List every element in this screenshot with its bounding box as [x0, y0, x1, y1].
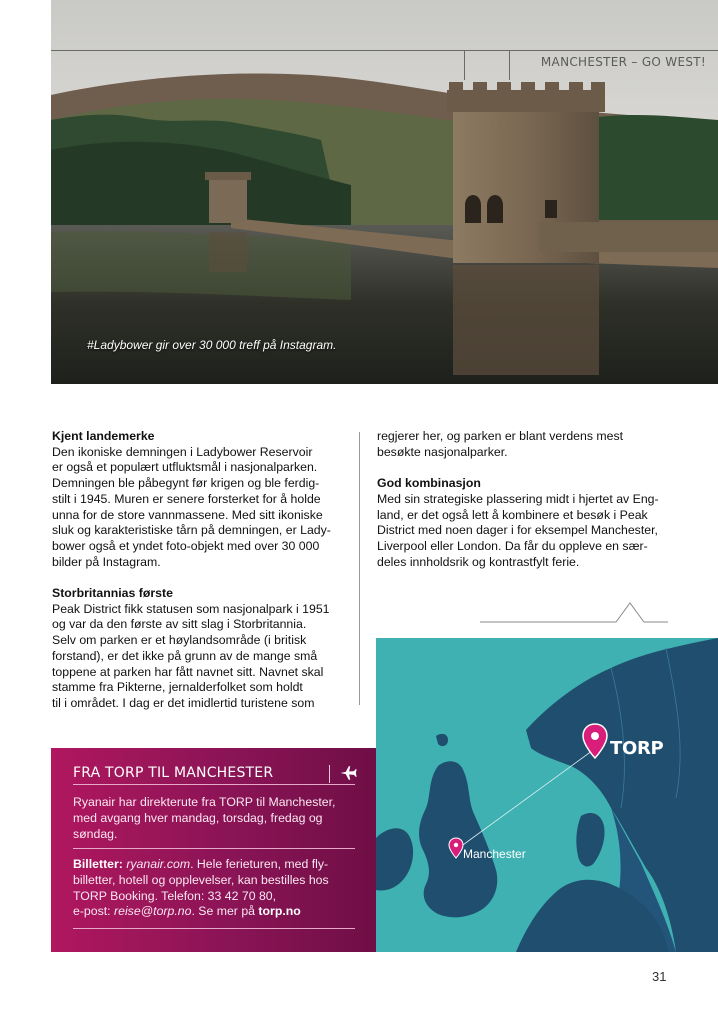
torp-label: TORP [610, 738, 664, 759]
body-line: Ryanair har direkterute fra TORP til Manchester, [73, 795, 336, 809]
article-column-right [377, 429, 672, 570]
body-line: bower også et yndet foto-objekt med over 30 000 [52, 538, 320, 553]
body-line: sluk og karakteristiske tårn på demningen, er Lady- [52, 523, 331, 538]
column-divider [359, 432, 360, 705]
info-box-title: FRA TORP TIL MANCHESTER [73, 765, 274, 781]
body-line: Den ikoniske demningen i Ladybower Reservoir [52, 444, 313, 459]
tickets-line [73, 857, 358, 873]
body-line: bilder på Instagram. [52, 554, 161, 569]
info-rule [73, 848, 355, 849]
route-description [73, 795, 358, 842]
section-headline: MANCHESTER – GO WEST! [540, 55, 706, 69]
torp-website-link[interactable]: torp.no [258, 904, 301, 919]
manchester-label: Manchester [463, 847, 526, 861]
airplane-icon [339, 764, 357, 782]
body-line: besøkte nasjonalparker. [377, 444, 508, 459]
body-line: regjerer her, og parken er blant verdens mest [377, 429, 624, 443]
body-line: deles innholdsrik og kontrastfylt ferie. [377, 554, 580, 569]
body-line: Liverpool eller London. Da får du oppleve en sær- [377, 538, 648, 553]
north-sea-map [376, 638, 718, 952]
hero-photo [51, 0, 718, 384]
header-rule [51, 50, 718, 51]
body-line: søndag. [73, 826, 118, 841]
body-line: toppene at parken har fått navnet sitt. Navnet skal [52, 664, 324, 679]
title-separator [329, 765, 330, 783]
body-line: land, er det også lett å kombinere et besøk i Peak [377, 507, 648, 522]
body-line: Peak District fikk statusen som nasjonalpark i 1951 [52, 601, 330, 616]
travel-info-box [51, 748, 377, 952]
body-line: Demningen ble påbegynt før krigen og ble ferdig- [52, 476, 320, 491]
photo-caption: #Ladybower gir over 30 000 treff på Instagram. [87, 338, 337, 352]
body-line: billetter, hotell og opplevelser, kan bestilles hos [73, 872, 329, 887]
header-rule-tick [464, 50, 465, 80]
body-line: forstand), er det ikke på grunn av de mange små [52, 648, 318, 663]
email-prefix: e-post: [73, 904, 115, 919]
booking-details [73, 857, 358, 920]
ryanair-link[interactable]: ryanair.com [126, 857, 191, 871]
body-line: er også et populært utfluktsmål i nasjonalparken. [52, 460, 318, 475]
header-rule-tick [509, 50, 510, 80]
body-text: . Se mer på [191, 904, 259, 919]
body-line: til i området. I dag er det imidlertid turistene som [52, 695, 315, 710]
body-line: Selv om parken er et høylandsområde (i britisk [52, 633, 307, 648]
body-line: stamme fra Pikterne, jernalderfolket som holdt [52, 680, 303, 695]
email-link[interactable]: reise@torp.no [114, 904, 192, 919]
body-line: med avgang hver mandag, torsdag, fredag og [73, 810, 323, 825]
subheading: Kjent landemerke [52, 429, 155, 443]
contact-line [73, 904, 358, 920]
body-line: stilt i 1945. Muren er senere forsterket for å holde [52, 491, 321, 506]
info-rule [73, 784, 355, 785]
page-number: 31 [652, 969, 667, 984]
decorative-peak-line [480, 598, 670, 624]
subheading: Storbritannias første [52, 586, 173, 601]
body-line: TORP Booking. Telefon: 33 42 70 80, [73, 888, 277, 903]
tickets-label: Billetter: [73, 857, 123, 871]
subheading: God kombinasjon [377, 476, 481, 491]
body-line: og var da den første av sitt slag i Storbritannia. [52, 617, 307, 632]
info-rule [73, 928, 355, 929]
article-column-left [52, 429, 347, 712]
body-text: . Hele ferieturen, med fly- [190, 857, 329, 871]
body-line: unna for de store vannmassene. Med sitt ikoniske [52, 507, 323, 522]
body-line: Med sin strategiske plassering midt i hjertet av Eng- [377, 491, 659, 506]
route-map [376, 638, 718, 952]
body-line: District med noen dager i for eksempel Manchester, [377, 523, 658, 538]
